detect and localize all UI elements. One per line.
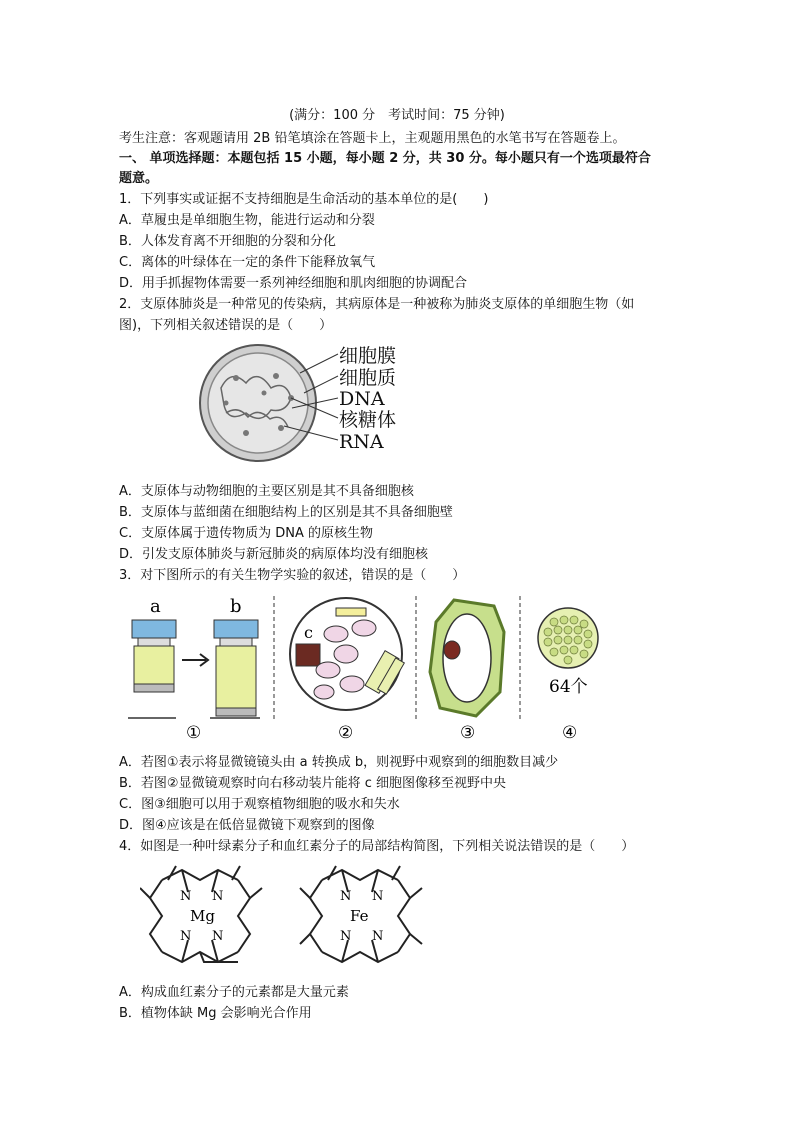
section-title-line2: 题意。 [119, 171, 159, 186]
q1-option-d: D．用手抓握物体需要一系列神经细胞和肌肉细胞的协调配合 [119, 276, 468, 291]
q4-option-a: A．构成血红素分子的元素都是大量元素 [119, 985, 349, 1000]
q2-option-a: A．支原体与动物细胞的主要区别是其不具备细胞核 [119, 484, 414, 499]
atom-n-1: N [180, 889, 192, 904]
label-cytoplasm: 细胞质 [339, 367, 397, 389]
atom-n-3: N [180, 929, 192, 944]
q3-stem: 3．对下图所示的有关生物学实验的叙述，错误的是（ ） [119, 568, 466, 583]
cell-count-label: 64个 [549, 677, 588, 697]
panel-number-3: ③ [460, 723, 476, 743]
q2-option-d: D．引发支原体肺炎与新冠肺炎的病原体均没有细胞核 [119, 547, 429, 562]
q3-option-d: D．图④应该是在低倍显微镜下观察到的图像 [119, 818, 375, 833]
q3-option-c: C．图③细胞可以用于观察植物细胞的吸水和失水 [119, 797, 400, 812]
q1-stem: 1．下列事实或证据不支持细胞是生命活动的基本单位的是( ) [119, 192, 489, 207]
atom-n-2: N [212, 889, 224, 904]
q2-stem-line2: 图)，下列相关叙述错误的是（ ） [119, 318, 333, 333]
q1-option-c: C．离体的叶绿体在一定的条件下能释放氧气 [119, 255, 376, 270]
q2-stem-line1: 2．支原体肺炎是一种常见的传染病，其病原体是一种被称为肺炎支原体的单细胞生物（如 [119, 297, 635, 312]
atom-n-4: N [212, 929, 224, 944]
metal-mg: Mg [190, 907, 215, 925]
lens-label-b: b [230, 596, 242, 617]
cell-label-c: c [304, 623, 313, 642]
atom-n-6: N [372, 889, 384, 904]
atom-n-8: N [372, 929, 384, 944]
q3-option-b: B．若图②显微镜观察时向右移动装片能将 c 细胞图像移至视野中央 [119, 776, 506, 791]
metal-fe: Fe [350, 907, 369, 925]
lens-label-a: a [150, 596, 161, 617]
microscope-experiment-figure [124, 592, 614, 744]
porphyrin-structures-figure [140, 858, 440, 973]
score-time-header: (满分：100 分 考试时间：75 分钟) [289, 108, 505, 123]
q3-option-a: A．若图①表示将显微镜镜头由 a 转换成 b，则视野中观察到的细胞数目减少 [119, 755, 559, 770]
label-cell-membrane: 细胞膜 [339, 345, 397, 367]
q1-option-a: A．草履虫是单细胞生物，能进行运动和分裂 [119, 213, 375, 228]
atom-n-7: N [340, 929, 352, 944]
label-dna: DNA [339, 388, 385, 410]
exam-notice: 考生注意：客观题请用 2B 铅笔填涂在答题卡上，主观题用黑色的水笔书写在答题卷上。 [119, 131, 626, 146]
panel-number-2: ② [338, 723, 354, 743]
label-ribosome: 核糖体 [339, 409, 397, 431]
objective-lens-b [214, 620, 258, 716]
section-title-line1: 一、 单项选择题：本题包括 15 小题，每小题 2 分，共 30 分。每小题只有一个选项最符合 [119, 151, 651, 166]
q4-option-b: B．植物体缺 Mg 会影响光合作用 [119, 1006, 312, 1021]
q2-option-b: B．支原体与蓝细菌在细胞结构上的区别是其不具备细胞壁 [119, 505, 453, 520]
q4-stem: 4．如图是一种叶绿素分子和血红素分子的局部结构简图，下列相关说法错误的是（ ） [119, 839, 635, 854]
q2-option-c: C．支原体属于遗传物质为 DNA 的原核生物 [119, 526, 373, 541]
objective-lens-a [132, 620, 176, 692]
label-rna: RNA [339, 431, 384, 453]
panel-number-1: ① [186, 723, 202, 743]
q1-option-b: B．人体发育离不开细胞的分裂和分化 [119, 234, 336, 249]
atom-n-5: N [340, 889, 352, 904]
mycoplasma-figure [196, 338, 416, 468]
panel-number-4: ④ [562, 723, 578, 743]
